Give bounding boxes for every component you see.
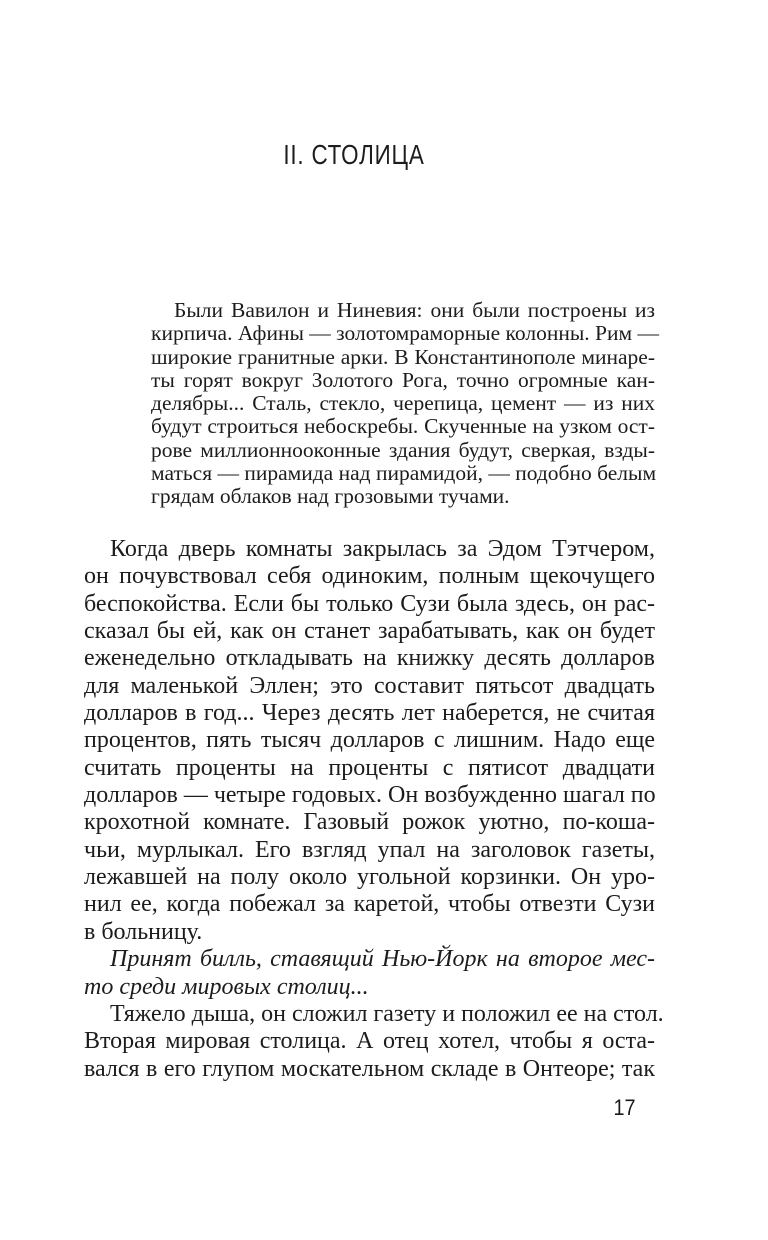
epigraph-line: кирпича. Афины — золотомраморные колонны. Рим — — [151, 321, 659, 346]
epigraph-line: широкие гранитные арки. В Константинополе минаре- — [151, 344, 655, 369]
body-text-line: он почувствовал себя одиноким, полным щекочущего — [84, 563, 655, 590]
body-text-line: крохотной комнате. Газовый рожок уютно, по-коша- — [84, 809, 655, 836]
page-number: 17 — [612, 1095, 635, 1120]
epigraph-line: будут строиться небоскребы. Скученные на узком ост- — [151, 414, 655, 439]
body-text-line: в больницу. — [84, 918, 203, 945]
body-text-line: для маленькой Эллен; это составит пятьсот двадцать — [84, 672, 655, 699]
epigraph-line: рове миллионнооконные здания будут, сверкая, взды- — [151, 437, 655, 462]
body-text-line: процентов, пять тысяч долларов с лишним. Надо еще — [84, 727, 655, 754]
body-text-line: еженедельно откладывать на книжку десять долларов — [84, 645, 655, 672]
body-text-line-italic: то среди мировых столиц... — [84, 973, 369, 1000]
epigraph-line: делябры... Сталь, стекло, черепица, цемент — из них — [151, 391, 655, 416]
body-text-line: беспокойства. Если бы только Сузи была здесь, он рас- — [84, 590, 655, 617]
body-text-line: долларов — четыре годовых. Он возбужденно шагал по — [84, 782, 656, 809]
body-text-line: нил ее, когда побежал за каретой, чтобы отвезти Сузи — [84, 891, 655, 918]
body-text-line-italic: Принят билль, ставящий Нью-Йорк на второе мес- — [110, 946, 655, 973]
body-text-line: чьи, мурлыкал. Его взгляд упал на заголовок газеты, — [84, 836, 655, 863]
body-text-line: Тяжело дыша, он сложил газету и положил ее на стол. — [110, 1000, 664, 1027]
body-text-line: лежавшей на полу около угольной корзинки. Он уро- — [84, 864, 655, 891]
body-text-line: сказал бы ей, как он станет зарабатывать, как он будет — [84, 618, 655, 645]
body-text-line: вался в его глупом москательном складе в Онтеоре; так — [84, 1055, 655, 1082]
body-text-line: Когда дверь комнаты закрылась за Эдом Тэтчером, — [110, 536, 655, 562]
body-text-line: считать проценты на проценты с пятисот двадцати — [84, 754, 655, 781]
chapter-heading-wrap — [71, 140, 637, 170]
chapter-heading: II. СТОЛИЦА — [283, 139, 425, 170]
body-text-block — [84, 536, 664, 1083]
epigraph-line: ты горят вокруг Золотого Рога, точно огромные кан- — [151, 367, 655, 392]
epigraph-line: Были Вавилон и Ниневия: они были построены из — [174, 298, 655, 322]
epigraph-line: грядам облаков над грозовыми тучами. — [151, 484, 510, 509]
epigraph-block — [151, 298, 659, 509]
body-text-line: долларов в год... Через десять лет наберется, не считая — [84, 700, 655, 727]
epigraph-line: маться — пирамида над пирамидой, — подобно белым — [151, 461, 657, 486]
body-text-line: Вторая мировая столица. А отец хотел, чтобы я оста- — [84, 1028, 655, 1055]
